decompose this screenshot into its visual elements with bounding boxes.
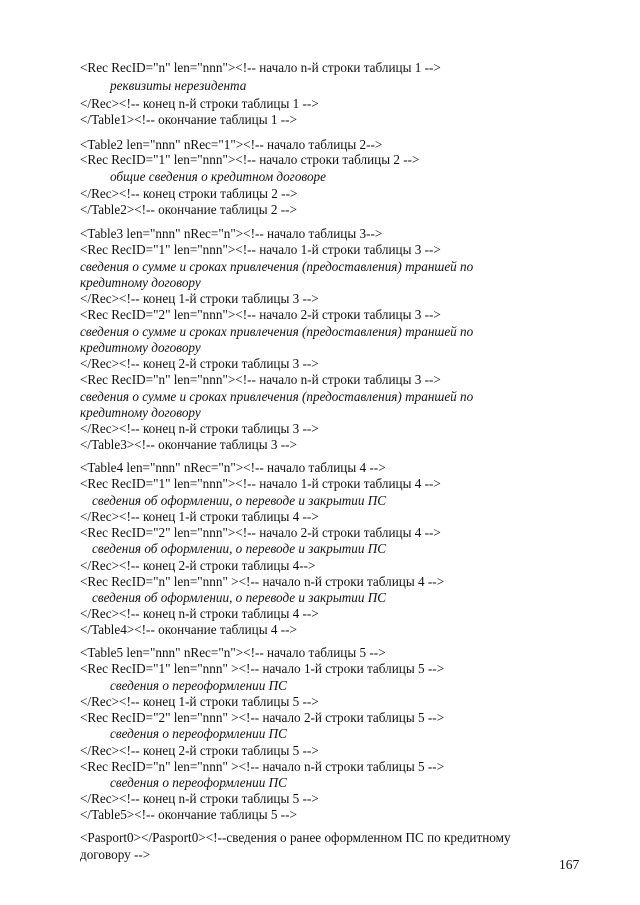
code-line: <Rec RecID="1" len="nnn" ><!-- начало 1-й строки таблицы 5 --> xyxy=(80,661,445,676)
code-line: <Rec RecID="2" len="nnn"><!-- начало 2-й строки таблицы 3 --> xyxy=(80,307,441,322)
code-line: </Rec><!-- конец 1-й строки таблицы 3 --> xyxy=(80,291,319,306)
code-line: <Table2 len="nnn" nRec="1"><!-- начало таблицы 2--> xyxy=(80,137,383,152)
description-line: сведения об оформлении, о переводе и закрытии ПС xyxy=(92,493,387,508)
code-line: <Rec RecID="n" len="nnn"><!-- начало n-й строки таблицы 3 --> xyxy=(80,372,441,387)
code-line: </Table2><!-- окончание таблицы 2 --> xyxy=(80,202,297,217)
code-line: </Table1><!-- окончание таблицы 1 --> xyxy=(80,112,297,127)
description-line: сведения о переоформлении ПС xyxy=(110,726,287,741)
description-line: кредитному договору xyxy=(80,340,201,355)
code-line: <Table5 len="nnn" nRec="n"><!-- начало таблицы 5 --> xyxy=(80,645,386,660)
code-line: <Rec RecID="2" len="nnn" ><!-- начало 2-й строки таблицы 5 --> xyxy=(80,710,445,725)
code-line: </Table5><!-- окончание таблицы 5 --> xyxy=(80,807,297,822)
code-line: </Rec><!-- конец 1-й строки таблицы 5 --> xyxy=(80,694,319,709)
code-line: </Table3><!-- окончание таблицы 3 --> xyxy=(80,437,297,452)
code-line: <Table4 len="nnn" nRec="n"><!-- начало таблицы 4 --> xyxy=(80,460,386,475)
code-line: </Rec><!-- конец 1-й строки таблицы 4 --> xyxy=(80,509,319,524)
code-line: <Rec RecID="1" len="nnn"><!-- начало строки таблицы 2 --> xyxy=(80,152,420,167)
code-line: </Rec><!-- конец 2-й строки таблицы 3 --> xyxy=(80,356,319,371)
description-line: сведения о переоформлении ПС xyxy=(110,775,287,790)
code-line: </Rec><!-- конец n-й строки таблицы 5 --> xyxy=(80,791,319,806)
code-line: </Rec><!-- конец n-й строки таблицы 1 --> xyxy=(80,96,319,111)
page-number: 167 xyxy=(559,857,580,872)
code-line: </Rec><!-- конец n-й строки таблицы 3 --> xyxy=(80,421,319,436)
description-line: сведения о сумме и сроках привлечения (предоставления) траншей по xyxy=(80,389,474,404)
code-line: <Pasport0></Pasport0><!--сведения о ранее оформленном ПС по кредитному xyxy=(80,830,511,845)
description-line: сведения об оформлении, о переводе и закрытии ПС xyxy=(92,541,387,556)
code-line: <Rec RecID="n" len="nnn"><!-- начало n-й строки таблицы 1 --> xyxy=(80,60,441,75)
code-line: </Rec><!-- конец 2-й строки таблицы 4--> xyxy=(80,558,316,573)
code-line: <Rec RecID="1" len="nnn"><!-- начало 1-й строки таблицы 4 --> xyxy=(80,476,441,491)
description-line: кредитному договору xyxy=(80,405,201,420)
code-line: </Rec><!-- конец n-й строки таблицы 4 --> xyxy=(80,606,319,621)
code-line: <Rec RecID="1" len="nnn"><!-- начало 1-й строки таблицы 3 --> xyxy=(80,242,441,257)
description-line: сведения о переоформлении ПС xyxy=(110,678,287,693)
description-line: кредитному договору xyxy=(80,275,201,290)
code-line: <Rec RecID="n" len="nnn" ><!-- начало n-й строки таблицы 4 --> xyxy=(80,574,445,589)
description-line: сведения о сумме и сроках привлечения (предоставления) траншей по xyxy=(80,324,474,339)
code-line: <Table3 len="nnn" nRec="n"><!-- начало таблицы 3--> xyxy=(80,226,383,241)
description-line: реквизиты нерезидента xyxy=(110,78,247,93)
code-line: договору --> xyxy=(80,847,151,862)
code-line: <Rec RecID="2" len="nnn"><!-- начало 2-й строки таблицы 4 --> xyxy=(80,525,441,540)
code-line: </Rec><!-- конец 2-й строки таблицы 5 --> xyxy=(80,743,319,758)
description-line: общие сведения о кредитном договоре xyxy=(110,169,327,184)
code-line: </Table4><!-- окончание таблицы 4 --> xyxy=(80,622,297,637)
description-line: сведения об оформлении, о переводе и закрытии ПС xyxy=(92,590,387,605)
description-line: сведения о сумме и сроках привлечения (предоставления) траншей по xyxy=(80,259,474,274)
code-line: <Rec RecID="n" len="nnn" ><!-- начало n-й строки таблицы 5 --> xyxy=(80,759,445,774)
code-line: </Rec><!-- конец строки таблицы 2 --> xyxy=(80,186,298,201)
